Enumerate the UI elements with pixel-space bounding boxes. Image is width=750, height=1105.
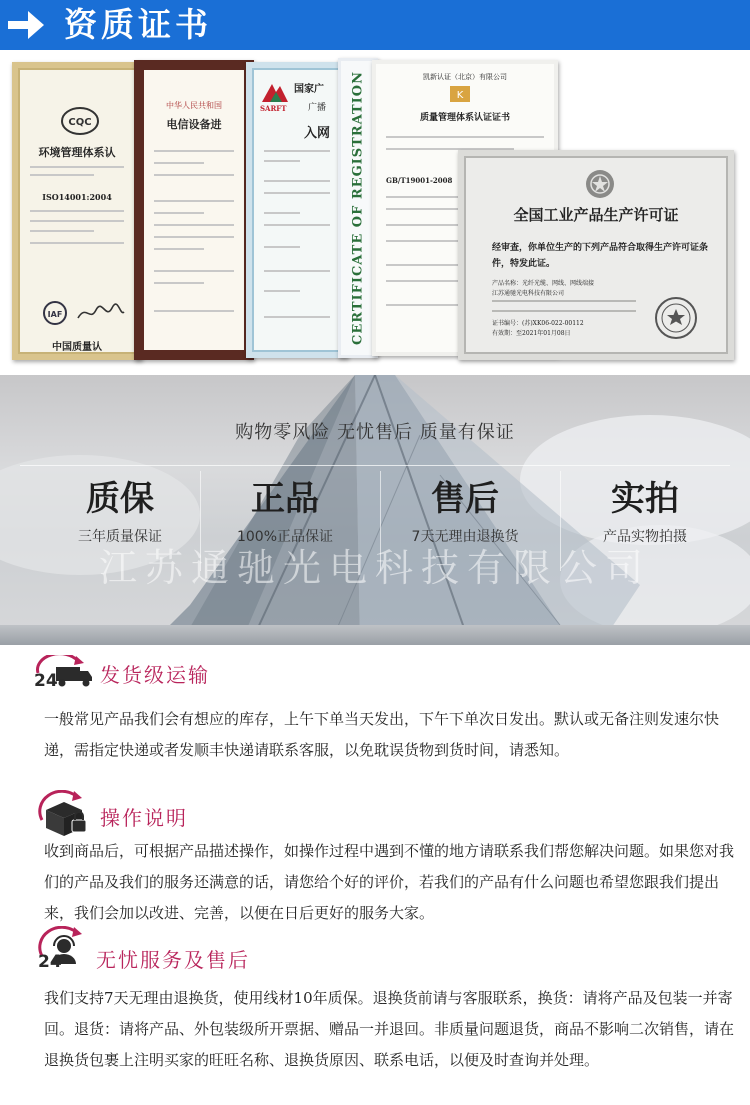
feature-desc: 三年质量保证 [78, 529, 162, 545]
cert-license-company: 江苏通驰光电科技有限公司 [492, 290, 565, 297]
cert-telecom-title: 电信设备进 [166, 118, 222, 131]
cert-license-number: 证书编号：(苏)XK06-022-00112 [492, 320, 584, 327]
cert-network-title2: 广播 [308, 103, 327, 113]
service-icon-label: 24 [38, 952, 62, 972]
certificate-gallery [0, 50, 750, 368]
cert-license-title: 全国工业产品生产许可证 [513, 206, 679, 224]
cert-env-number: ISO14001:2004 [42, 192, 112, 202]
service-text: 我们支持7天无理由退换货，使用线材10年质保。退换货前请与客服联系，换货：请将产品及包装一并寄回。退货：请将产品、外包装级所开票据、赠品一并退回。非质量问题退货，商品不影响二次销售，请在退换货包裹上注明买家的旺旺名称、退换货原因、联系电话，以便及时查询并处理。 [44, 989, 735, 1069]
shipping-title: 发货级运输 [100, 663, 210, 687]
cert-quality-standard: GB/T19001-2008 [386, 176, 453, 185]
cert-network-brand: SARFT [260, 104, 287, 113]
package-lock-icon [36, 790, 92, 838]
official-seal-icon [654, 296, 698, 340]
cert-license-body: 经审查，你单位生产的下列产品符合取得生产许可证条件，特发此证。 [492, 243, 709, 269]
service-title: 无忧服务及售后 [96, 948, 250, 972]
shipping-icon-label: 24 [34, 671, 58, 691]
cert-quality-company: 凯新认证（北京）有限公司 [423, 73, 507, 81]
cqc-logo-icon [60, 106, 100, 136]
page-title: 资质证书 [64, 5, 212, 44]
signature-icon [76, 302, 126, 324]
certificate-production-license [458, 150, 734, 360]
feature-title: 实拍 [611, 479, 679, 519]
guarantee-banner [0, 375, 750, 645]
sarft-logo-icon [260, 80, 290, 104]
feature-title: 正品 [251, 479, 319, 519]
certificate-telecom [134, 60, 254, 360]
feature-title: 售后 [431, 479, 499, 519]
shipping-text: 一般常见产品我们会有想应的库存，上午下单当天发出，下午下单次日发出。默认或无备注则发速尔快递，需指定快递或者发顺丰快递请联系客服，以免耽误货物到货时间，请悉知。 [44, 710, 720, 759]
cert-registration-text: CERTIFICATE OF REGISTRATION [350, 71, 366, 345]
certificate-network-access [246, 62, 348, 358]
cert-network-title1: 国家广 [294, 84, 324, 95]
iaf-logo-icon [42, 300, 68, 326]
banner-slogan: 购物零风险 无忧售后 质量有保证 [235, 422, 515, 443]
feature-title: 质保 [86, 479, 154, 519]
national-emblem-icon [584, 168, 616, 200]
cert-license-date: 有效期：至2021年01月08日 [492, 330, 571, 337]
operation-text: 收到商品后，可根据产品描述操作，如操作过程中遇到不懂的地方请联系我们帮您解决问题。如果您对我们的产品及我们的服务还满意的话，请您给个好的评价，若我们的产品有什么问题也希望您跟我们提出来，我们会加以改进、完善，以便在日后更好的服务大家。 [44, 842, 735, 922]
feature-desc: 100%正品保证 [236, 529, 334, 545]
cert-quality-title: 质量管理体系认证证书 [419, 113, 510, 123]
company-watermark: 江苏通驰光电科技有限公司 [98, 546, 651, 590]
feature-desc: 产品实物拍摄 [603, 529, 687, 545]
cert-telecom-subtitle: 中华人民共和国 [166, 101, 222, 110]
quality-logo-icon [450, 86, 470, 102]
certificate-environment [12, 62, 142, 360]
arrow-right-icon [6, 7, 46, 43]
svg-text:K: K [456, 90, 464, 101]
feature-desc: 7天无理由退换货 [411, 529, 519, 545]
cert-network-title3: 入网 [304, 126, 331, 141]
operation-title: 操作说明 [100, 806, 188, 830]
svg-text:CQC: CQC [68, 117, 92, 128]
cert-env-title: 环境管理体系认 [38, 146, 116, 159]
svg-text:IAF: IAF [47, 310, 63, 319]
cert-env-footer: 中国质量认 [52, 342, 102, 353]
cert-license-product: 产品名称：光纤光缆、网线、网线端接 [492, 280, 595, 287]
section-header [0, 0, 750, 50]
